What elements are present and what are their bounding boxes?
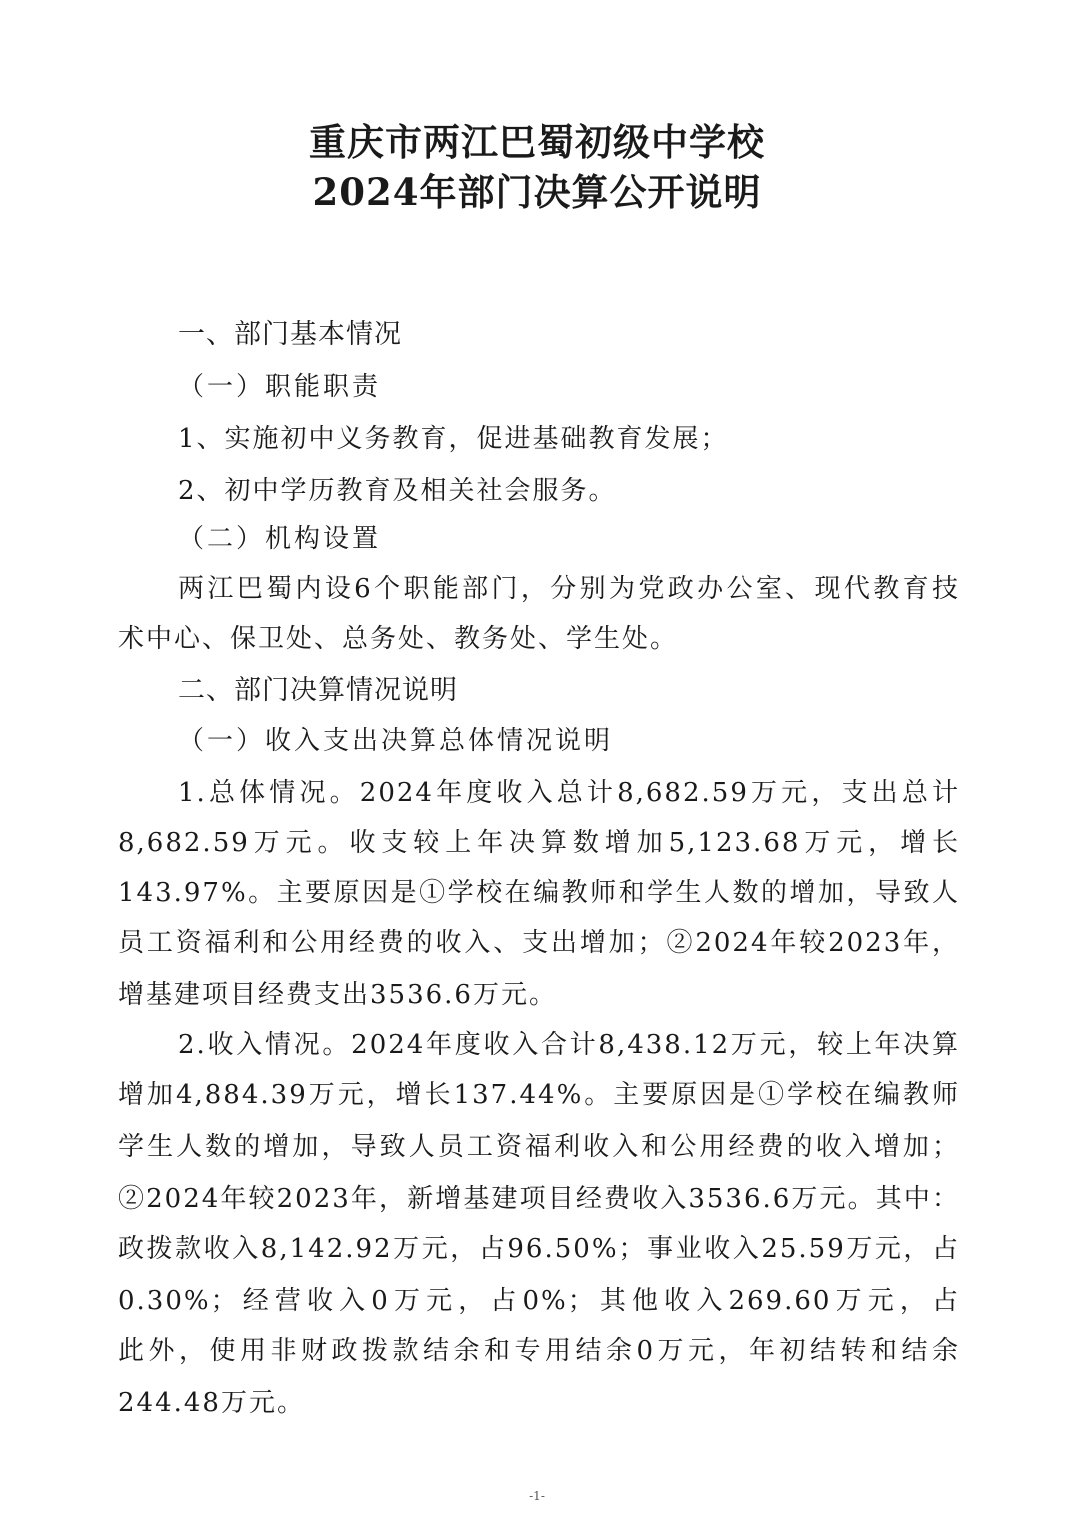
- overall-paragraph-line4: 员工资福利和公用经费的收入、支出增加；②2024年较2023年，: [118, 928, 960, 958]
- page-number: -1-: [529, 1489, 545, 1503]
- income-paragraph-line4: ②2024年较2023年，新增基建项目经费收入3536.6万元。其中：: [118, 1184, 960, 1214]
- section2-heading: 二、部门决算情况说明: [178, 675, 458, 706]
- income-paragraph-line3: 学生人数的增加，导致人员工资福利收入和公用经费的收入增加；: [118, 1132, 960, 1162]
- duty-item-1: 1、实施初中义务教育，促进基础教育发展；: [178, 424, 729, 454]
- section1-heading: 一、部门基本情况: [178, 319, 402, 350]
- income-paragraph-line5: 政拨款收入8,142.92万元，占96.50%；事业收入25.59万元，占: [118, 1234, 960, 1264]
- overall-paragraph-line2: 8,682.59万元。收支较上年决算数增加5,123.68万元，增长: [118, 828, 960, 858]
- document-title-line1: 重庆市两江巴蜀初级中学校: [309, 120, 765, 164]
- income-paragraph-line8: 244.48万元。: [118, 1388, 305, 1418]
- income-paragraph-line2: 增加4,884.39万元，增长137.44%。主要原因是①学校在编教师: [118, 1080, 960, 1110]
- org-paragraph-line1: 两江巴蜀内设6个职能部门，分别为党政办公室、现代教育技: [178, 574, 960, 604]
- income-paragraph-line1: 2.收入情况。2024年度收入合计8,438.12万元，较上年决算: [178, 1030, 960, 1060]
- document-title-line2: 2024年部门决算公开说明: [312, 170, 762, 214]
- income-paragraph-line7: 此外，使用非财政拨款结余和专用结余0万元，年初结转和结余: [118, 1336, 960, 1366]
- section1-sub1-heading: （一）职能职责: [178, 372, 382, 402]
- section1-sub2-heading: （二）机构设置: [178, 524, 382, 554]
- duty-item-2: 2、初中学历教育及相关社会服务。: [178, 476, 617, 506]
- overall-paragraph-line5: 增基建项目经费支出3536.6万元。: [118, 980, 557, 1010]
- income-paragraph-line6: 0.30%；经营收入0万元，占0%；其他收入269.60万元，占: [118, 1286, 960, 1316]
- overall-paragraph-line1: 1.总体情况。2024年度收入总计8,682.59万元，支出总计: [178, 778, 960, 808]
- org-paragraph-line2: 术中心、保卫处、总务处、教务处、学生处。: [118, 624, 679, 654]
- overall-paragraph-line3: 143.97%。主要原因是①学校在编教师和学生人数的增加，导致人: [118, 878, 960, 908]
- section2-sub1-heading: （一）收入支出决算总体情况说明: [178, 726, 614, 756]
